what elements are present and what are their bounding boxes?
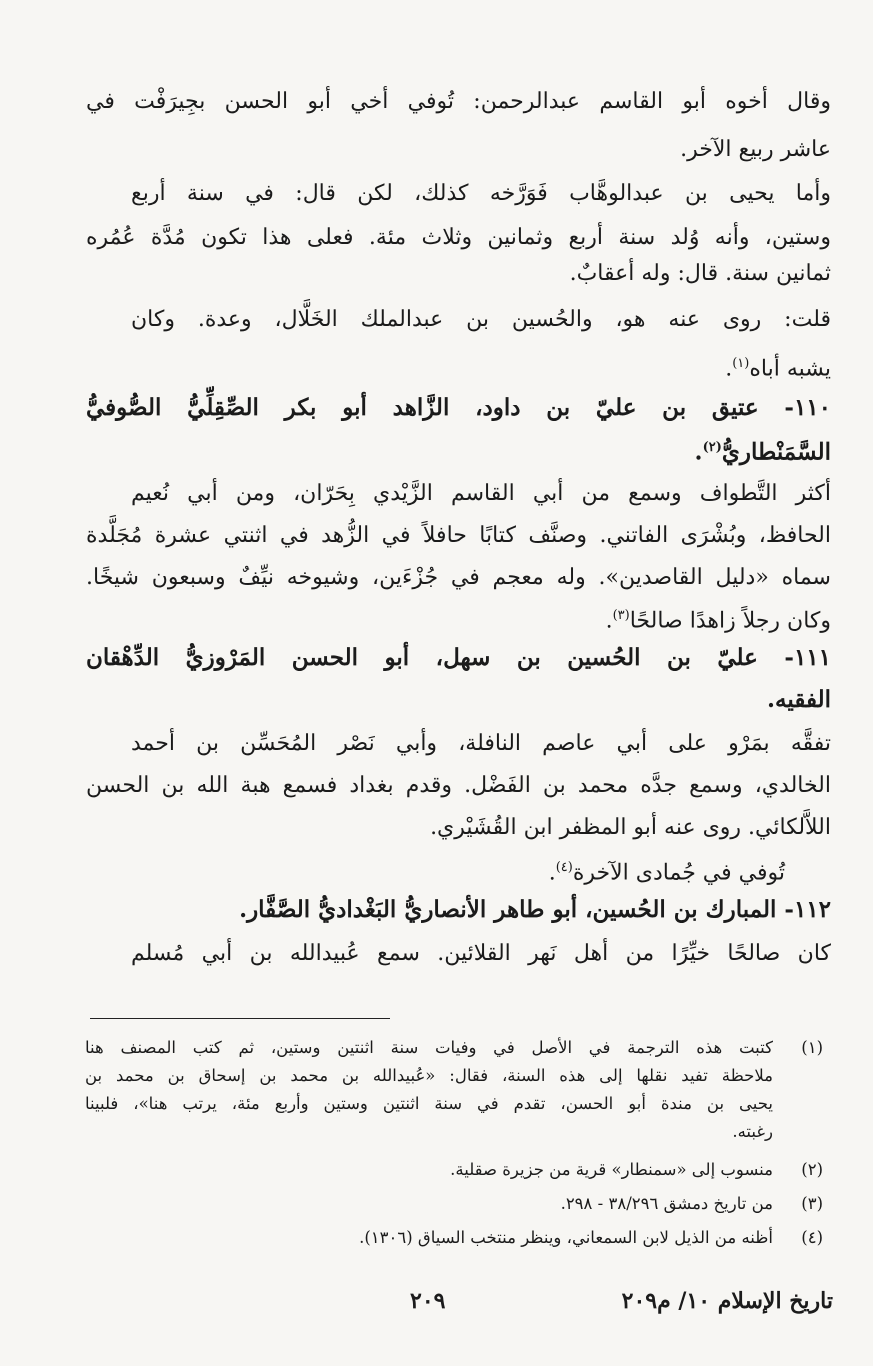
body-line: اللاَّلكائي. روى عنه أبو المظفر ابن القُشَيْري. [430,815,831,840]
entry-heading-110-cont: السَّمَنْطاريُّ$^{(٢)}$. [694,438,831,466]
footnote-line: ملاحظة تفيد نقلها إلى هذه السنة، فقال: «عُبيدالله بن محمد بن إسحاق بن محمد بن [85,1066,773,1085]
footnote-marker: (٤) [555,860,573,875]
entry-heading-112: ١١٢- المبارك بن الحُسين، أبو طاهر الأنصاريُّ البَغْداديُّ الصَّفَّار. [239,896,831,923]
footnote-line: كتبت هذه الترجمة في الأصل في وفيات سنة اثنتين وستين، ثم كتب المصنف هنا [85,1038,773,1057]
body-line: قلت: روى عنه هو، والحُسين بن عبدالملك الخَلَّال، وعدة. وكان [131,307,831,332]
footnote-line: يحيى بن مندة أبو الحسن، تقدم في سنة اثنتين وستين وأربع مئة، يرتب هنا»، فلبينا [85,1094,773,1113]
entry-heading-110: ١١٠- عتيق بن عليّ بن داود، الزَّاهد أبو بكر الصِّقِلِّيُّ الصُّوفيُّ [86,394,831,421]
footnote-marker: (٢) [702,440,722,455]
footnote-line: منسوب إلى «سمنطار» قرية من جزيرة صقلية. [450,1160,773,1179]
footnote-number: (٢) [801,1160,823,1179]
footnote-line: رغبته. [732,1122,773,1141]
body-line: وكان رجلاً زاهدًا صالحًا$^{(٣)}$. [605,608,831,634]
body-line: وقال أخوه أبو القاسم عبدالرحمن: تُوفي أخي أبو الحسن بجِيرَفْت في [86,89,831,114]
page-number: ٢٠٩ [410,1288,446,1314]
body-line: سماه «دليل القاصدين». وله معجم في جُزْءَين، وشيوخه نيِّفٌ وسبعون شيخًا. [86,565,831,590]
footnote-number: (١) [801,1038,823,1057]
footnote-marker: (٣) [612,608,630,623]
body-line: كان صالحًا خيِّرًا من أهل نَهر القلائين. سمع عُبيدالله بن أبي مُسلم [131,941,831,966]
entry-heading-111-cont: الفقيه. [767,686,831,713]
body-line: يشبه أباه$^{(١)}$. [725,356,831,382]
footnote-line: أظنه من الذيل لابن السمعاني، وينظر منتخب السياق (١٣٠٦). [359,1228,773,1247]
body-line: وستين، وأنه وُلد سنة أربع وثمانين وثلاث مئة. فعلى هذا تكون مُدَّة عُمُره [86,225,831,250]
entry-heading-111: ١١١- عليّ بن الحُسين بن سهل، أبو الحسن المَرْوزيُّ الدِّهْقان [86,644,831,671]
footnote-number: (٤) [801,1228,823,1247]
body-line-text: تُوفي في جُمادى الآخرة [572,860,785,886]
body-line: الخالدي، وسمع جدَّه محمد بن الفَضْل. وقدم بغداد فسمع هبة الله بن الحسن [86,773,831,798]
body-line: تُوفي في جُمادى الآخرة$^{(٤)}$. [548,860,785,886]
footnote-separator [90,1018,390,1019]
footnote-line: من تاريخ دمشق ٣٨/٢٩٦ - ٢٩٨. [560,1194,773,1213]
body-line: أكثر التَّطواف وسمع من أبي القاسم الزَّيْدي بِحَرّان، ومن أبي نُعيم [131,481,831,506]
footnote-number: (٣) [801,1194,823,1213]
body-line-text: يشبه أباه [749,356,831,382]
body-line: ثمانين سنة. قال: وله أعقابٌ. [569,261,831,286]
body-line: وأما يحيى بن عبدالوهَّاب فَوَرَّخه كذلك، لكن قال: في سنة أربع [131,181,831,206]
running-title: تاريخ الإسلام ١٠/ م٢٠٩ [621,1288,833,1314]
body-line: الحافظ، وبُشْرَى الفاتني. وصنَّف كتابًا حافلاً في الزُّهد في اثنتي عشرة مُجَلَّدة [86,523,831,548]
body-line-text: وكان رجلاً زاهدًا صالحًا [629,608,831,634]
body-line: تفقَّه بمَرْو على أبي عاصم النافلة، وأبي نَصْر المُحَسِّن بن أحمد [131,731,831,756]
heading-text: السَّمَنْطاريُّ [721,438,831,466]
footnote-marker: (١) [732,356,750,371]
body-line: عاشر ربيع الآخر. [680,137,831,162]
